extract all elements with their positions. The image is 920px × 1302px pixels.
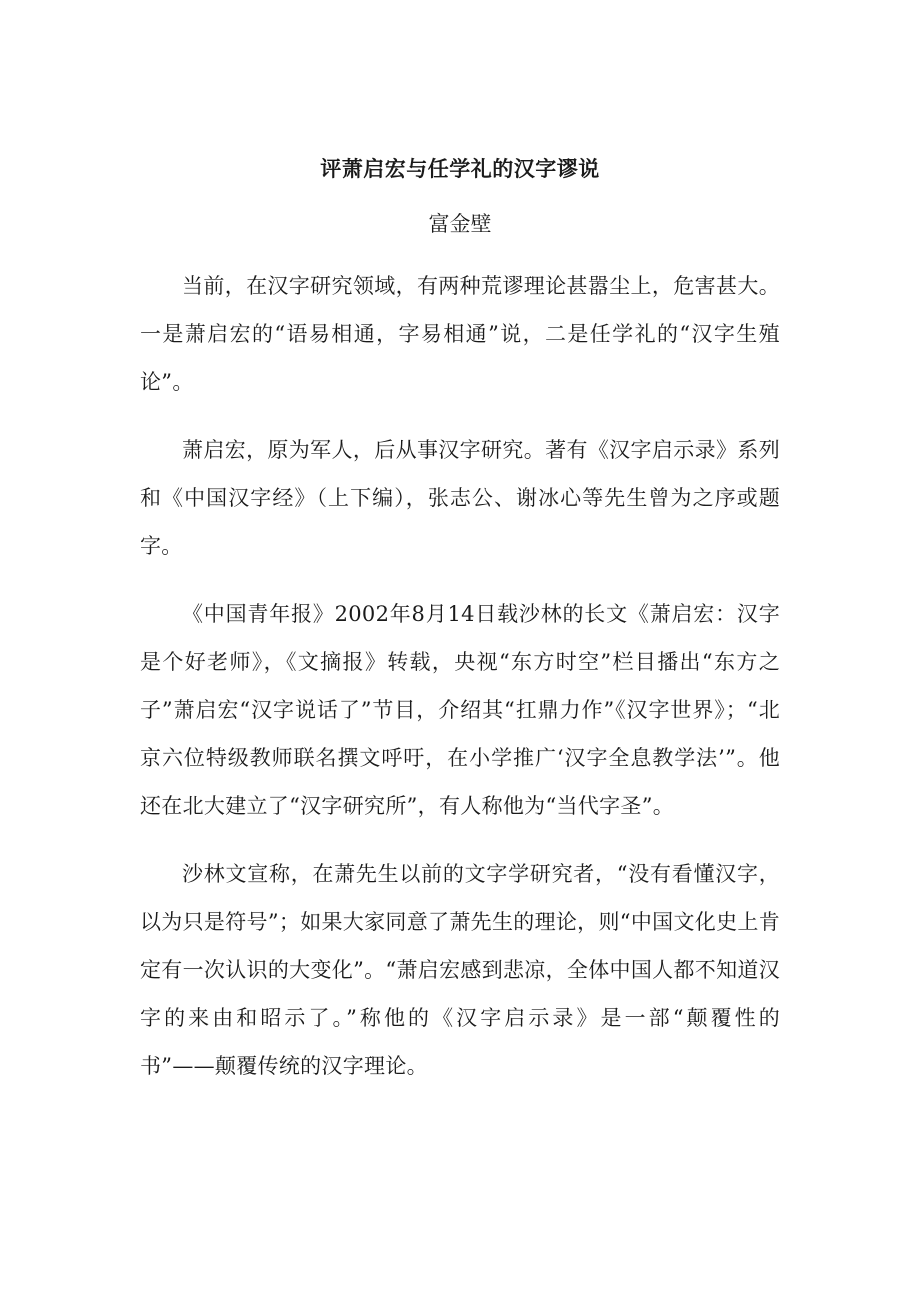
document-body [140,262,780,1110]
paragraph: 沙林文宣称，在萧先生以前的文字学研究者，“没有看懂汉字，以为只是符号”；如果大家同意了萧先生的理论，则“中国文化史上肯定有一次认识的大变化”。“萧启宏感到悲凉，全体中国人都不知道汉字的来由和昭示了。”称他的《汉字启示录》是一部“颠覆性的书”——颠覆传统的汉字理论。 [140,862,780,1078]
paragraph: 当前，在汉字研究领域，有两种荒谬理论甚嚣尘上，危害甚大。一是萧启宏的“语易相通，字易相通”说，二是任学礼的“汉字生殖论”。 [140,274,780,394]
document-author: 富金壁 [428,212,492,236]
document-title: 评萧启宏与任学礼的汉字谬说 [320,156,600,181]
paragraph: 萧启宏，原为军人，后从事汉字研究。著有《汉字启示录》系列和《中国汉字经》（上下编），张志公、谢冰心等先生曾为之序或题字。 [140,438,780,558]
paragraph: 《中国青年报》2002年8月14日载沙林的长文《萧启宏：汉字是个好老师》，《文摘报》转载，央视“东方时空”栏目播出“东方之子”萧启宏“汉字说话了”节目，介绍其“扛鼎力作”《汉字世界》；“北京六位特级教师联名撰文呼吁，在小学推广‘汉字全息教学法’”。他还在北大建立了“汉字研究所”，有人称他为“当代字圣”。 [140,602,780,818]
